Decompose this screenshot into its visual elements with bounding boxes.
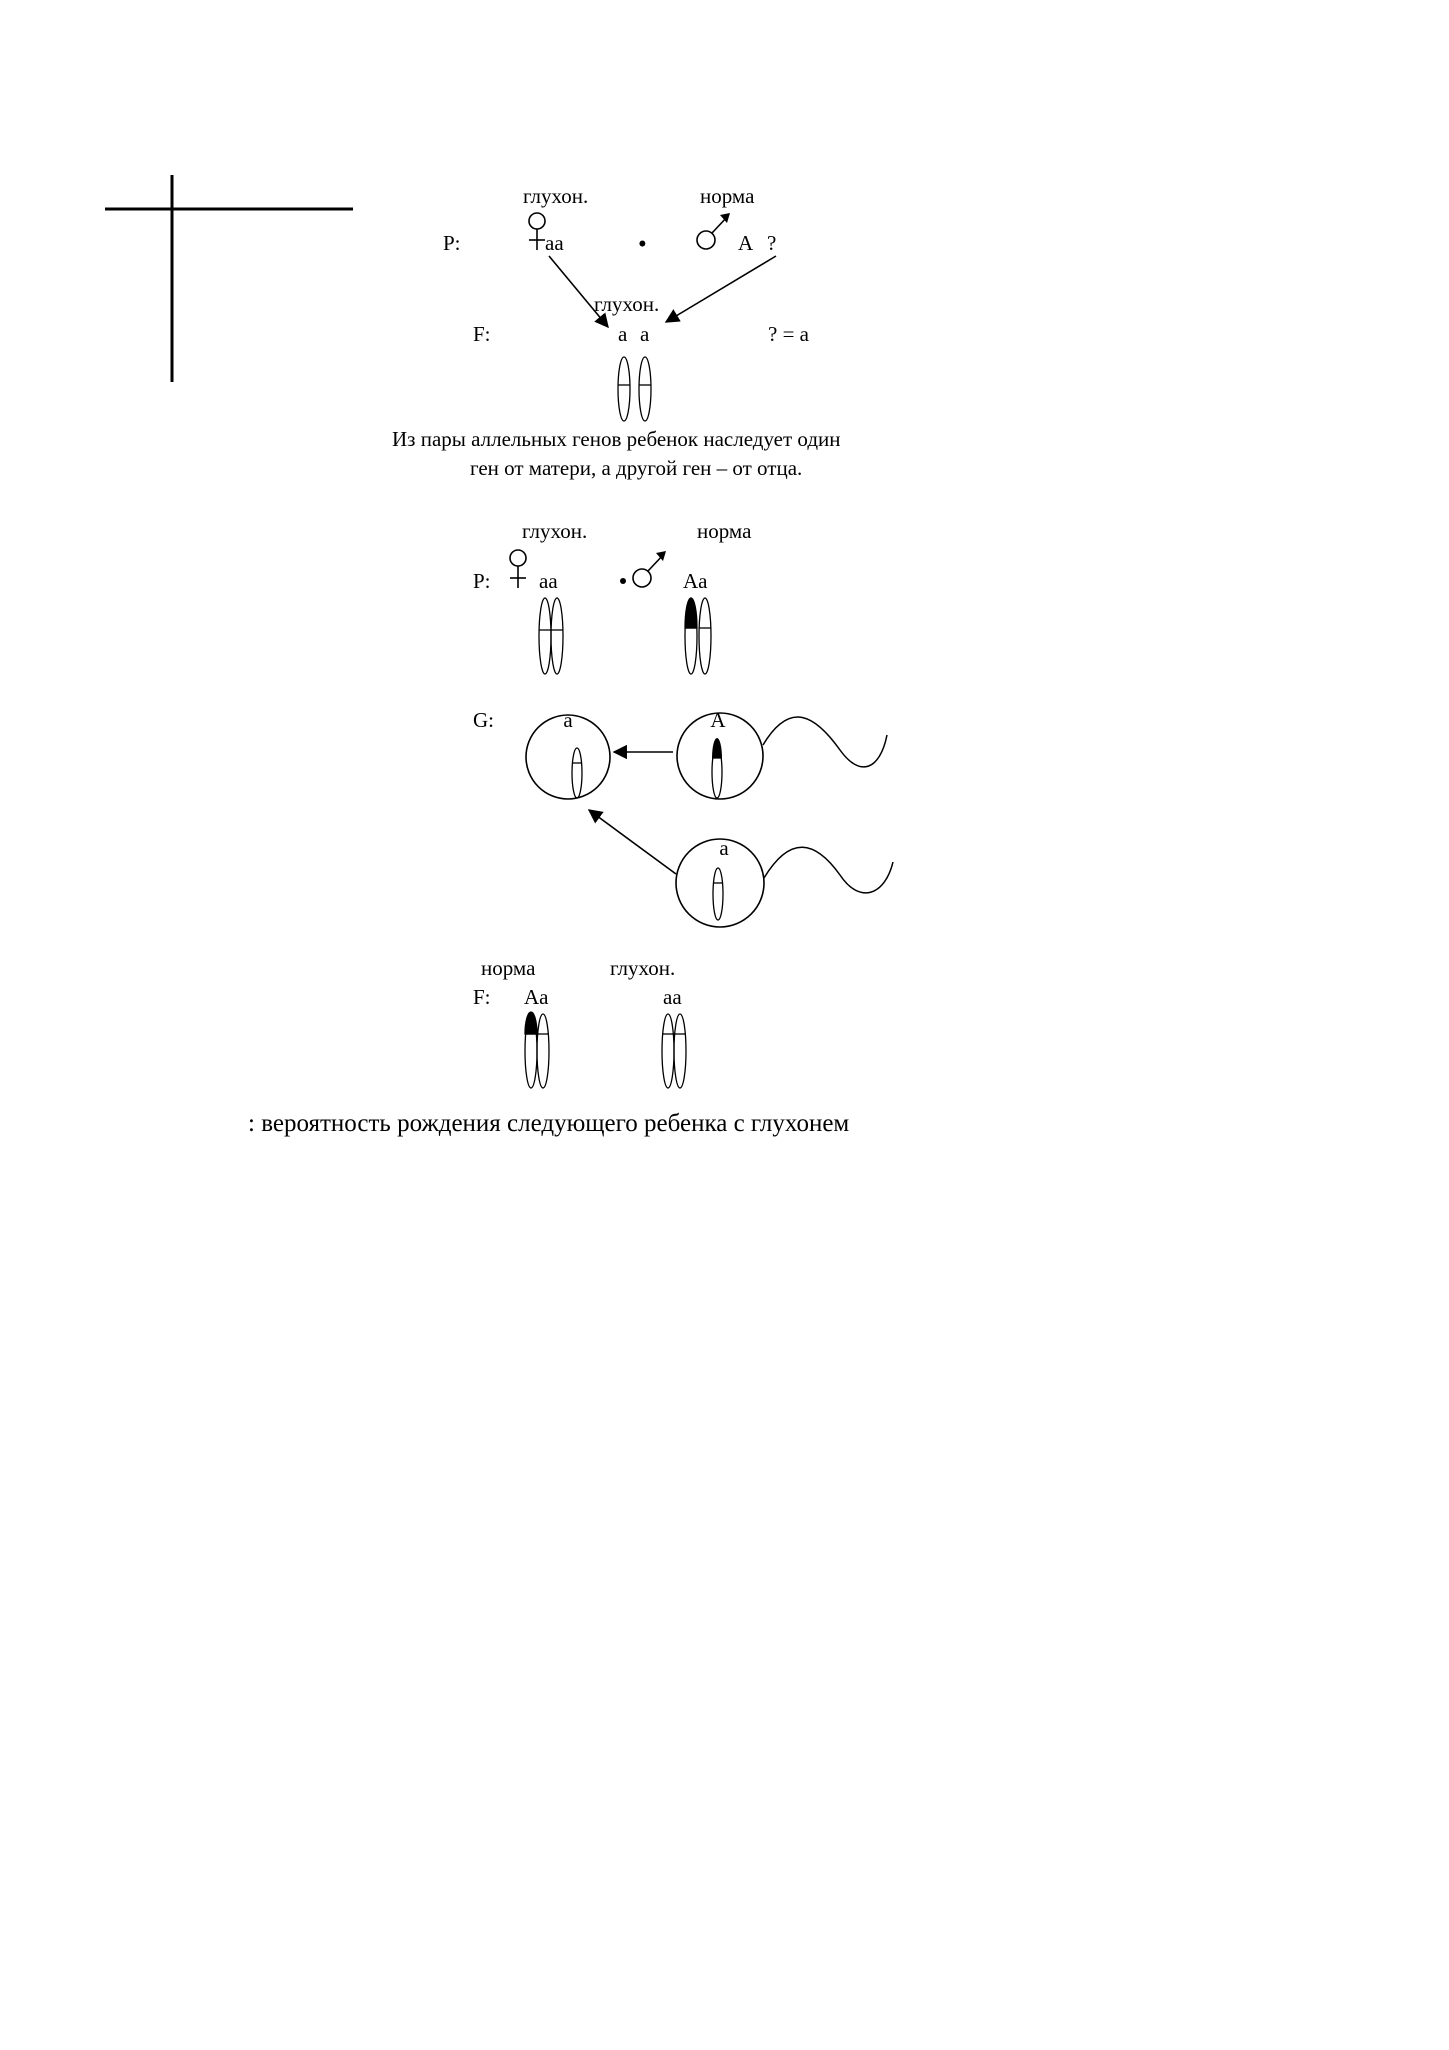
f-label: F: bbox=[473, 322, 491, 346]
sperm2-tail bbox=[764, 847, 893, 893]
scheme-2 bbox=[473, 519, 893, 1088]
answer-label: ? = a bbox=[768, 322, 809, 346]
father-trait-label-2: норма bbox=[697, 519, 752, 543]
mother-chromosome-pair bbox=[539, 598, 563, 674]
mother-genotype: aa bbox=[545, 231, 564, 255]
sperm-cell-2 bbox=[676, 836, 893, 927]
sperm1-allele: A bbox=[710, 708, 726, 732]
child1-trait-label: норма bbox=[481, 956, 536, 980]
sperm1-tail bbox=[763, 717, 887, 767]
father-trait-label: норма bbox=[700, 184, 755, 208]
female-symbol-icon bbox=[510, 550, 526, 588]
p-label-2: P: bbox=[473, 569, 491, 593]
child-allele-2: a bbox=[640, 322, 650, 346]
explanation-line-2: ген от матери, а другой ген – от отца. bbox=[470, 456, 803, 480]
child1-genotype: Aa bbox=[524, 985, 549, 1009]
male-symbol-icon bbox=[633, 551, 666, 587]
male-symbol-icon bbox=[697, 213, 730, 249]
t-table-lines bbox=[105, 175, 353, 382]
scheme-1 bbox=[392, 184, 841, 480]
mother-genotype-2: aa bbox=[539, 569, 558, 593]
mother-trait-label-2: глухон. bbox=[522, 519, 588, 543]
child-trait-label: глухон. bbox=[594, 292, 660, 316]
mother-trait-label: глухон. bbox=[523, 184, 589, 208]
female-symbol-icon bbox=[529, 213, 545, 250]
conclusion-text: : вероятность рождения следующего ребенка с глухонем bbox=[248, 1110, 850, 1137]
explanation-line-1: Из пары аллельных генов ребенок наследует один bbox=[392, 427, 841, 451]
arrow-father-to-child bbox=[666, 256, 776, 322]
child1-chromosome-pair bbox=[525, 1012, 549, 1088]
child2-genotype: aa bbox=[663, 985, 682, 1009]
sperm-cell-1 bbox=[677, 708, 887, 799]
egg-allele: a bbox=[563, 708, 573, 732]
father-chromosome-pair bbox=[685, 598, 711, 674]
child2-trait-label: глухон. bbox=[610, 956, 676, 980]
arrow-sperm2-to-egg bbox=[589, 810, 676, 874]
child-chromosome-pair bbox=[618, 357, 651, 421]
cross-dot-2 bbox=[620, 578, 626, 584]
cross-dot: • bbox=[638, 231, 647, 258]
g-label: G: bbox=[473, 708, 494, 732]
child2-chromosome-pair bbox=[662, 1014, 686, 1088]
father-genotype-2: Aa bbox=[683, 569, 708, 593]
father-allele: A bbox=[738, 231, 754, 255]
egg-cell bbox=[526, 708, 610, 799]
sperm2-allele: a bbox=[719, 836, 729, 860]
p-label: P: bbox=[443, 231, 461, 255]
child-allele-1: a bbox=[618, 322, 628, 346]
father-unknown: ? bbox=[767, 231, 777, 255]
f-label-2: F: bbox=[473, 985, 491, 1009]
